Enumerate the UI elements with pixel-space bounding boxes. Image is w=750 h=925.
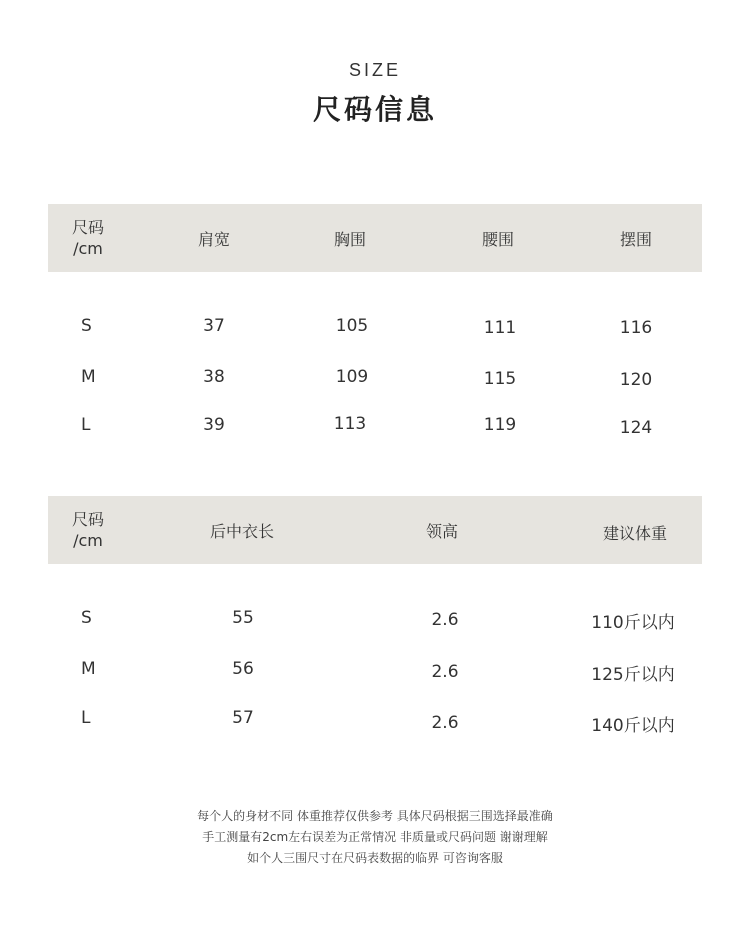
chest-cell: 105 xyxy=(335,316,369,336)
collar-height-cell: 2.6 xyxy=(431,662,459,682)
table2-header-back-length: 后中衣长 xyxy=(209,521,274,541)
shoulder-cell: 38 xyxy=(203,367,225,387)
weight-cell: 110斤以内 xyxy=(591,612,675,633)
table1-header-hem: 摆围 xyxy=(619,229,652,249)
table1-header-shoulder: 肩宽 xyxy=(197,229,230,249)
hem-cell: 124 xyxy=(619,418,653,438)
size-cell: L xyxy=(81,415,91,435)
note-line: 如个人三围尺寸在尺码表数据的临界 可咨询客服 xyxy=(247,851,503,865)
chest-cell: 109 xyxy=(335,367,369,387)
table2-header-size: 尺码 /cm xyxy=(72,510,105,550)
weight-cell: 125斤以内 xyxy=(591,664,675,685)
shoulder-cell: 37 xyxy=(203,316,225,336)
table2-header xyxy=(48,496,702,564)
table2-row xyxy=(48,603,702,633)
size-notes xyxy=(0,806,750,869)
table1-header-chest: 胸围 xyxy=(333,229,366,249)
waist-cell: 115 xyxy=(483,369,517,389)
table1-row xyxy=(48,362,702,392)
table2-row xyxy=(48,654,702,684)
collar-height-cell: 2.6 xyxy=(431,610,459,630)
shoulder-cell: 39 xyxy=(203,415,225,435)
back-length-cell: 57 xyxy=(232,708,254,728)
back-length-cell: 55 xyxy=(232,608,254,628)
table1-header xyxy=(48,204,702,272)
table1-row xyxy=(48,311,702,341)
size-subtitle: SIZE xyxy=(348,60,401,80)
waist-cell: 111 xyxy=(483,318,517,338)
table2-header-suggested-weight: 建议体重 xyxy=(602,523,667,543)
table2-row xyxy=(48,703,702,736)
back-length-cell: 56 xyxy=(232,659,254,679)
table1-header-size: 尺码 /cm xyxy=(72,218,105,258)
size-cell: L xyxy=(81,708,91,728)
hem-cell: 116 xyxy=(619,318,653,338)
collar-height-cell: 2.6 xyxy=(431,713,459,733)
waist-cell: 119 xyxy=(483,415,517,435)
page-title: 尺码信息 xyxy=(312,93,437,126)
note-line: 手工测量有2cm左右误差为正常情况 非质量或尺码问题 谢谢理解 xyxy=(202,830,548,844)
table1-row xyxy=(48,410,702,440)
size-cell: M xyxy=(81,367,96,387)
chest-cell: 113 xyxy=(333,414,367,434)
weight-cell: 140斤以内 xyxy=(591,715,675,736)
size-cell: S xyxy=(81,608,92,628)
size-cell: S xyxy=(81,316,92,336)
size-cell: M xyxy=(81,659,96,679)
table1-header-waist: 腰围 xyxy=(481,229,514,249)
note-line: 每个人的身材不同 体重推荐仅供参考 具体尺码根据三围选择最准确 xyxy=(197,809,553,823)
hem-cell: 120 xyxy=(619,370,653,390)
table2-header-collar-height: 领高 xyxy=(425,521,458,541)
